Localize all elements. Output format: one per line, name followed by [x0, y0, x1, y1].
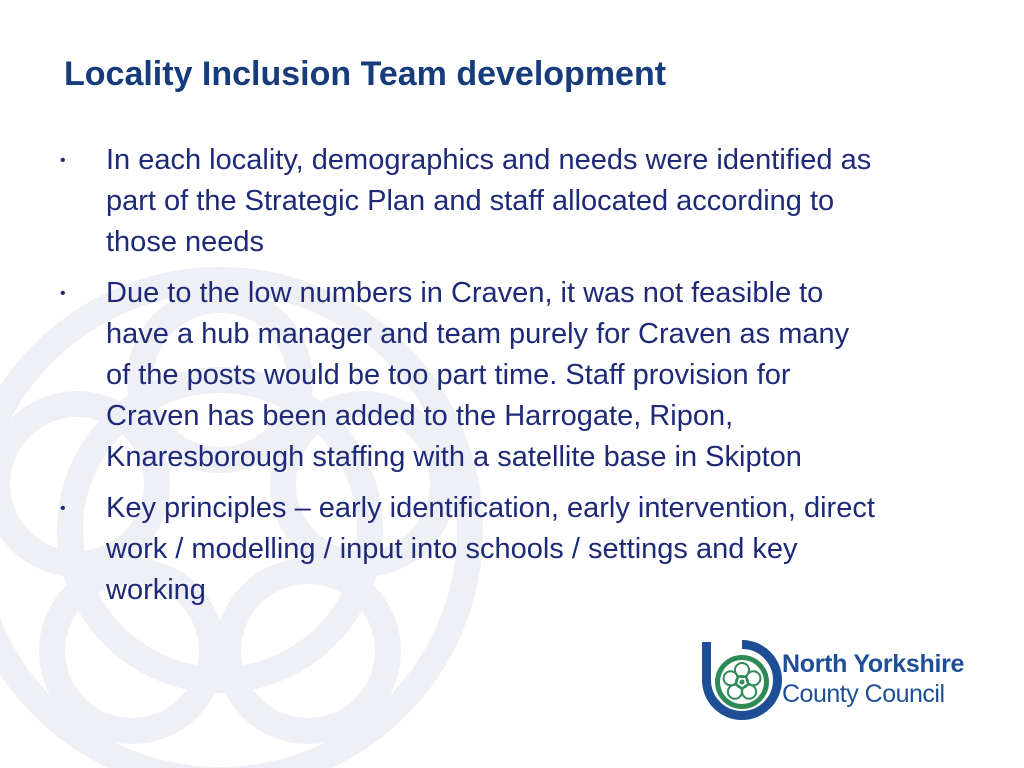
slide-title: Locality Inclusion Team development: [64, 55, 667, 93]
bullet-list: [60, 140, 880, 621]
bullet-text: Key principles – early identification, early intervention, direct work / modelling / input into schools / settings and key working: [106, 492, 875, 606]
logo-line-1: North Yorkshire: [782, 650, 965, 678]
bullet-marker: •: [60, 152, 66, 169]
bullet-item: [60, 488, 880, 611]
bullet-marker: •: [60, 500, 66, 517]
bullet-marker: •: [60, 285, 66, 302]
rose-emblem-icon: [700, 640, 784, 724]
bullet-item: [60, 140, 880, 263]
bullet-text: Due to the low numbers in Craven, it was not feasible to have a hub manager and team purely for Craven as many of the posts would be too part time. Staff provision for Craven has been added to the Harrogate, Ripon, Knaresborough staffing with a satellite base in Skipton: [106, 277, 850, 473]
bullet-text: In each locality, demographics and needs were identified as part of the Strategic Plan and staff allocated according to those needs: [106, 144, 872, 258]
logo-line-2: County Council: [782, 680, 945, 708]
council-logo: [700, 640, 990, 724]
bullet-item: [60, 273, 880, 478]
